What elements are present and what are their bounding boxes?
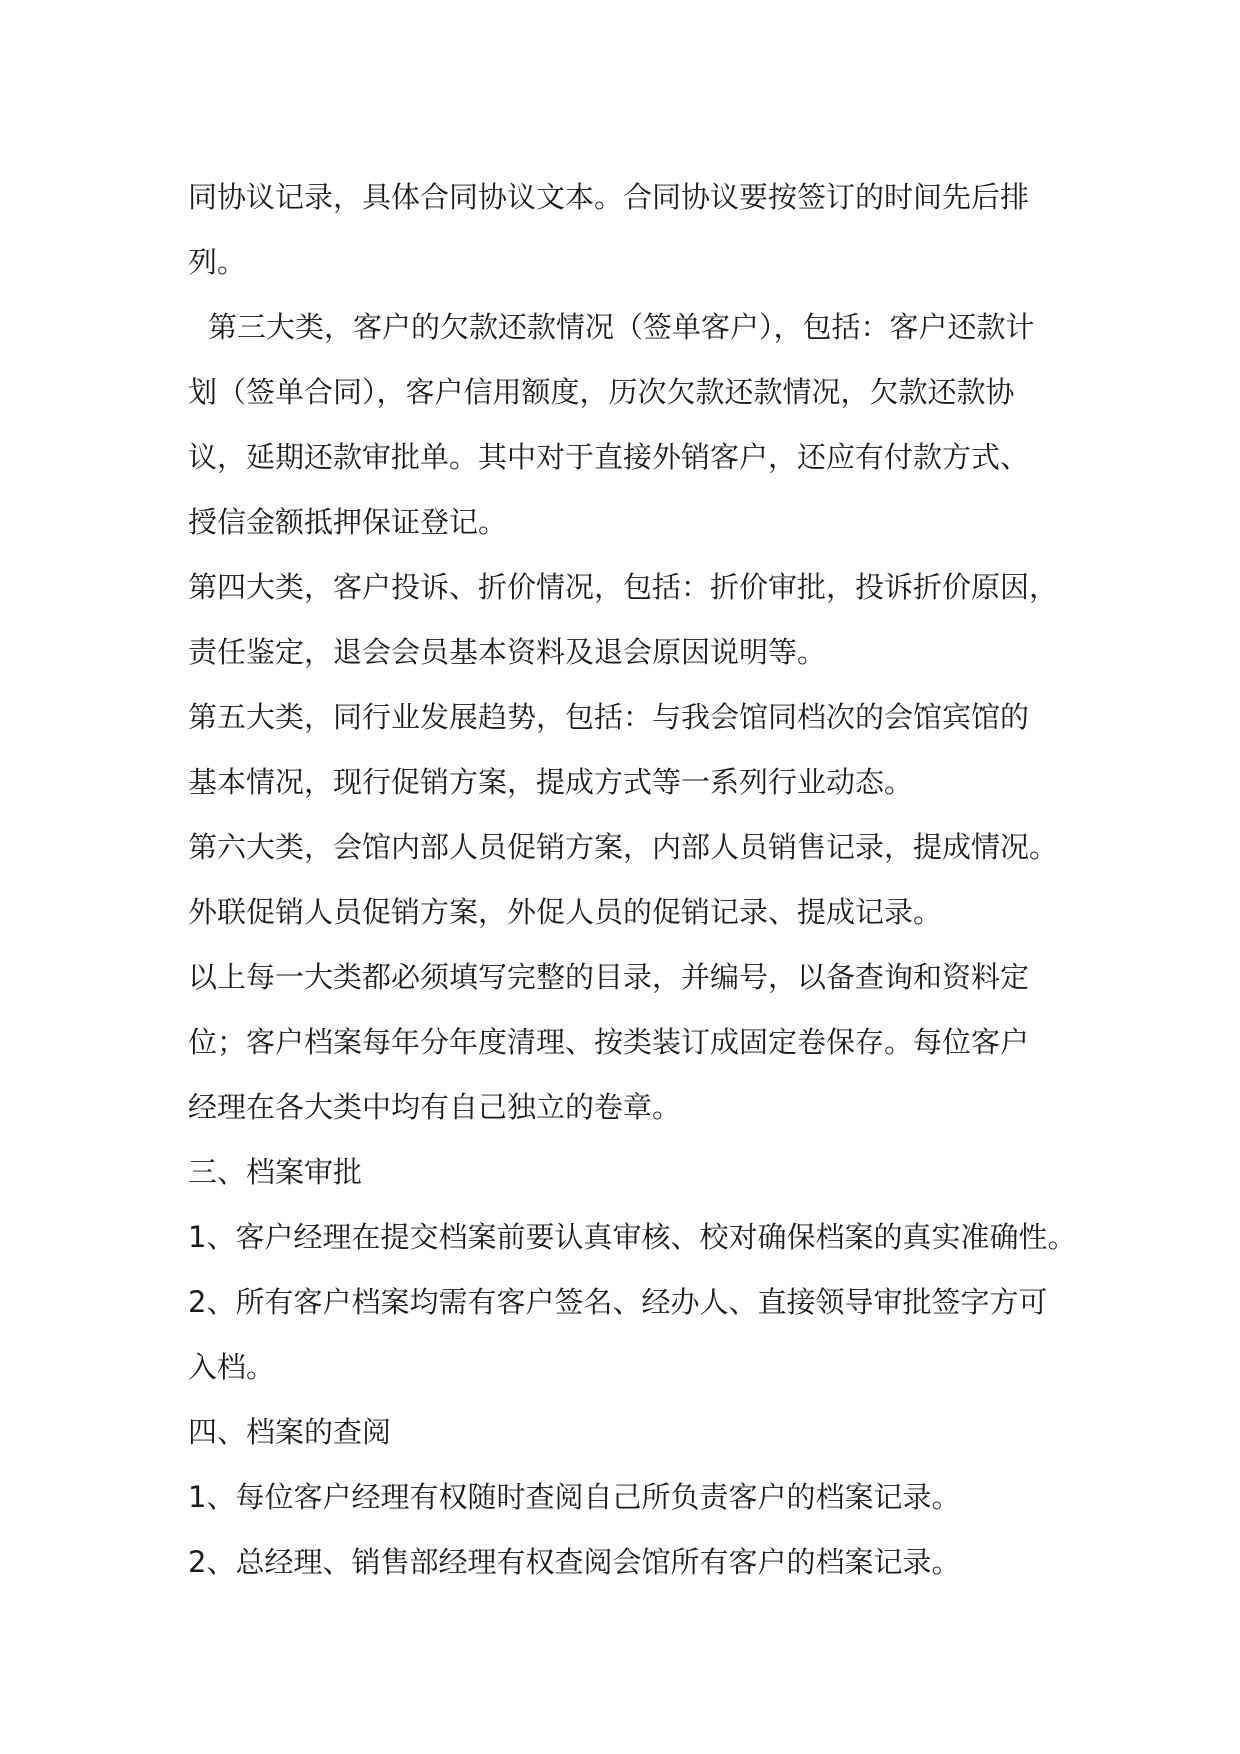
text-line: 2、总经理、销售部经理有权查阅会馆所有客户的档案记录。	[188, 1545, 961, 1579]
text-line: 入档。	[188, 1350, 276, 1384]
section-heading: 三、档案审批	[188, 1155, 363, 1189]
text-line: 以上每一大类都必须填写完整的目录，并编号，以备查询和资料定	[188, 960, 1030, 994]
text-line: 第六大类，会馆内部人员促销方案，内部人员销售记录，提成情况。	[188, 830, 1059, 864]
text-line: 1、每位客户经理有权随时查阅自己所负责客户的档案记录。	[188, 1480, 961, 1514]
text-line: 外联促销人员促销方案，外促人员的促销记录、提成记录。	[188, 895, 943, 929]
text-line: 划（签单合同），客户信用额度，历次欠款还款情况，欠款还款协	[188, 375, 1015, 409]
text-line: 位；客户档案每年分年度清理、按类装订成固定卷保存。每位客户	[188, 1025, 1030, 1059]
text-line: 责任鉴定，退会会员基本资料及退会原因说明等。	[188, 635, 827, 669]
text-line: 第三大类，客户的欠款还款情况（签单客户），包括：客户还款计	[208, 310, 1035, 344]
text-line: 第五大类，同行业发展趋势，包括：与我会馆同档次的会馆宾馆的	[188, 700, 1030, 734]
text-line: 基本情况，现行促销方案，提成方式等一系列行业动态。	[188, 765, 914, 799]
text-line: 列。	[188, 245, 247, 279]
text-line: 第四大类，客户投诉、折价情况，包括：折价审批，投诉折价原因，	[188, 570, 1059, 604]
text-line: 经理在各大类中均有自己独立的卷章。	[188, 1090, 682, 1124]
document-body	[188, 165, 1088, 1595]
section-heading: 四、档案的查阅	[188, 1415, 392, 1449]
text-line: 同协议记录，具体合同协议文本。合同协议要按签订的时间先后排	[188, 180, 1030, 214]
text-line: 议，延期还款审批单。其中对于直接外销客户，还应有付款方式、	[188, 440, 1030, 474]
text-line: 2、所有客户档案均需有客户签名、经办人、直接领导审批签字方可	[188, 1285, 1048, 1319]
text-line: 1、客户经理在提交档案前要认真审核、校对确保档案的真实准确性。	[188, 1220, 1077, 1254]
text-line: 授信金额抵押保证登记。	[188, 505, 508, 539]
